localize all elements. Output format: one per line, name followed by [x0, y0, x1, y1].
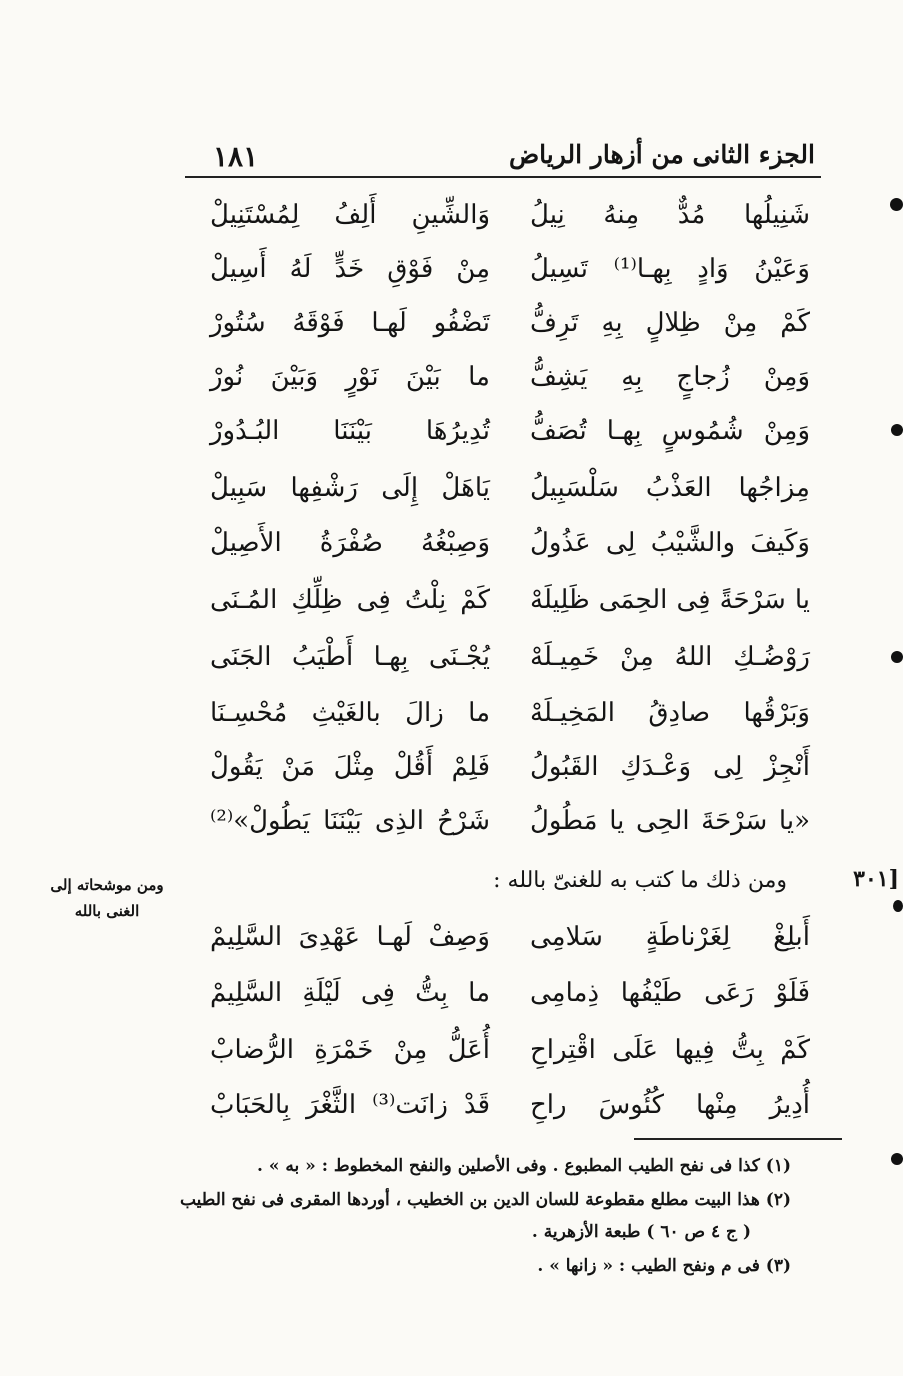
page-header — [185, 138, 821, 178]
verse — [210, 298, 810, 348]
verse-first-hemistich: أَنْجِزْ لِى وَعْـدَكِ القَبُولُ — [530, 752, 810, 782]
verse — [210, 406, 810, 456]
verse-second-hemistich: يُجْـنَى بِهـا أَطْيَبُ الجَنَى — [210, 642, 490, 672]
verse-second-hemistich: تُدِيرُهَا بَيْنَنَا البُـدُورْ — [210, 416, 490, 446]
verse-first-hemistich: وَبَرْقُها صادِقُ المَخِيـلَهْ — [530, 698, 810, 728]
verse-second-hemistich: قَدْ زانَت⁽³⁾ الثَّغْرَ بِالحَبَابْ — [210, 1090, 491, 1120]
verse-second-hemistich: شَرْحُ الذِى بَيْنَنَا يَطُولْ»⁽²⁾ — [210, 806, 490, 836]
verse-second-hemistich: ما بَيْنَ نَوْرٍ وَبَيْنَ نُورْ — [210, 362, 490, 392]
verse — [210, 1025, 810, 1075]
verse-first-hemistich: وَمِنْ زُجاجٍ بِهِ يَشِفُّ — [530, 362, 810, 392]
verse — [210, 968, 810, 1018]
verse-second-hemistich: أُعَلُّ مِنْ خَمْرَةِ الرُّضابْ — [210, 1035, 490, 1065]
verse-first-hemistich: فَلَوْ رَعَى طَيْفُها ذِمامِى — [530, 978, 810, 1008]
footnote: (٢) هذا البيت مطلع مقطوعة للسان الدين بن الخطيب ، أوردها المقرى فى نفح الطيب — [179, 1190, 791, 1210]
verse-second-hemistich: وَالشِّينِ أَلِفُ لِمُسْتَنِيلْ — [210, 200, 490, 230]
margin-note: ومن موشحاته إلى الغنى بالله — [50, 876, 164, 920]
ink-mark — [891, 424, 903, 436]
verse-first-hemistich: وَعَيْنُ وَادٍ بِهـا⁽¹⁾ تَسِيلُ — [530, 254, 810, 284]
verse — [210, 912, 810, 962]
ink-mark — [893, 900, 903, 912]
ink-mark — [891, 651, 903, 663]
verse-first-hemistich: رَوْضُـكِ اللهُ مِنْ خَمِيـلَهْ — [530, 642, 810, 672]
ink-mark — [891, 1153, 903, 1165]
verse-second-hemistich: كَمْ نِلْتُ فِى ظِلِّكِ المُـنَى — [210, 585, 490, 615]
verse-first-hemistich: كَمْ بِتُّ فِيها عَلَى اقْتِراحِ — [530, 1035, 810, 1065]
ink-mark — [890, 198, 903, 211]
verse-second-hemistich: مِنْ فَوْقِ خَدٍّ لَهُ أَسِيلْ — [210, 254, 490, 284]
footnote-continuation: ( ج ٤ ص ٦٠ ) طبعة الأزهرية . — [531, 1222, 751, 1242]
verse-first-hemistich: كَمْ مِنْ ظِلالٍ بِهِ تَرِفُّ — [530, 308, 810, 338]
verse-first-hemistich: أُدِيرُ مِنْها كُئُوسَ راحِ — [530, 1090, 810, 1120]
page-number: ١٨١ — [213, 140, 259, 173]
footnote-divider — [634, 1138, 842, 1140]
verse-first-hemistich: مِزاجُها العَذْبُ سَلْسَبِيلُ — [530, 473, 810, 503]
running-title: الجزء الثانى من أزهار الرياض — [508, 140, 815, 169]
footnote: (١) كذا فى نفح الطيب المطبوع . وفى الأصلين والنفح المخطوط : « به » . — [257, 1156, 791, 1176]
verse-first-hemistich: وَمِنْ شُمُوسٍ بِهـا تُصَفُّ — [530, 416, 810, 446]
verse-first-hemistich: أَبلِغْ لِغَرْناطَةٍ سَلامِى — [530, 922, 810, 952]
verse-second-hemistich: وَصِفْ لَهـا عَهْدِىَ السَّلِيمْ — [210, 922, 490, 952]
verse-second-hemistich: يَاهَلْ إِلَى رَشْفِها سَبِيلْ — [210, 473, 490, 503]
verse-first-hemistich: وَكَيفَ والشَّيْبُ لِى عَذُولُ — [530, 528, 810, 558]
verse — [210, 518, 810, 568]
verse — [210, 688, 810, 738]
verse — [210, 632, 810, 682]
verse-second-hemistich: ما زالَ بالغَيْثِ مُحْسِـنَا — [210, 698, 490, 728]
footnote: (٣) فى م ونفح الطيب : « زانها » . — [537, 1256, 791, 1276]
prose-intro: ومن ذلك ما كتب به للغنىّ بالله : — [493, 868, 787, 893]
verse-second-hemistich: ما بِتُّ فِى لَيْلَةِ السَّلِيمْ — [210, 978, 490, 1008]
verse — [210, 1080, 810, 1130]
verse-first-hemistich: يا سَرْحَةً فِى الحِمَى ظَلِيلَهْ — [530, 585, 810, 615]
verse-second-hemistich: وَصِبْغُهُ صُفْرَةُ الأَصِيلْ — [210, 528, 490, 558]
verse — [210, 463, 810, 513]
verse-first-hemistich: شَنِيلُها مُدٌّ مِنهُ نِيلُ — [530, 200, 810, 230]
verse — [210, 190, 810, 240]
verse — [210, 244, 810, 294]
verse-first-hemistich: «يا سَرْحَةَ الحِى يا مَطُولُ — [530, 806, 810, 836]
verse — [210, 575, 810, 625]
verse-second-hemistich: تَضْفُو لَهـا فَوْقَهُ سُتُورْ — [210, 308, 490, 338]
verse — [210, 352, 810, 402]
verse — [210, 742, 810, 792]
verse — [210, 796, 810, 846]
edition-page-reference: [٣٠١ — [853, 866, 899, 892]
verse-second-hemistich: فَلِمْ أَقُلْ مِثْلَ مَنْ يَقُولْ — [210, 752, 490, 782]
